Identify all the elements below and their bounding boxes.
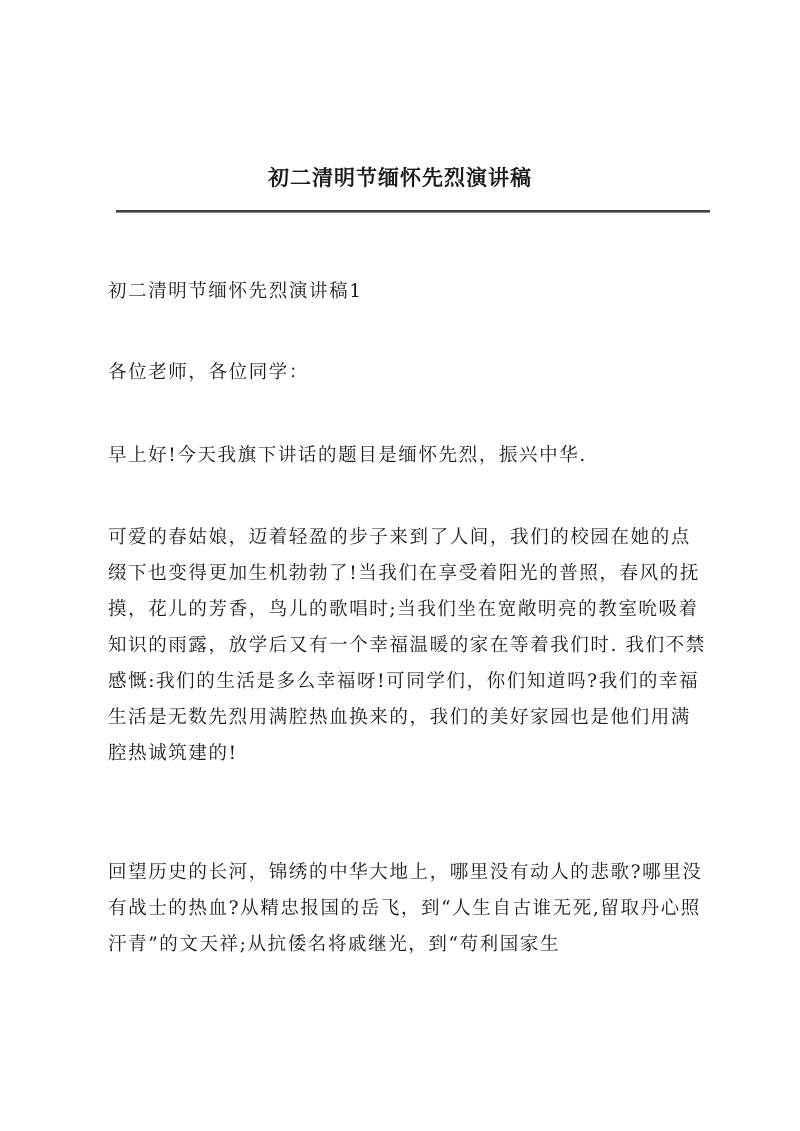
document-title: 初二清明节缅怀先烈演讲稿 <box>268 165 532 190</box>
greeting-line: 各位老师，各位同学： <box>108 362 310 383</box>
intro-line: 早上好!今天我旗下讲话的题目是缅怀先烈，振兴中华. <box>108 445 587 466</box>
body-paragraph-1: 可爱的春姑娘，迈着轻盈的步子来到了人间，我们的校园在她的点缀下也变得更加生机勃勃了!当我们在享受着阳光的普照，春风的抚摸，花儿的芳香，鸟儿的歌唱时;当我们坐在宽敞明亮的教室吮吸着知识的雨露，放学后又有一个幸福温暖的家在等着我们时. 我们不禁感慨:我们的生活是多么幸福呀!可同学们，你们知道吗?我们的幸福生活是无数先烈用满腔热血换来的，我们的美好家园也是他们用满腔热诚筑建的! <box>108 527 706 764</box>
section-heading: 初二清明节缅怀先烈演讲稿1 <box>108 281 363 302</box>
body-paragraph-2: 回望历史的长河，锦绣的中华大地上，哪里没有动人的悲歌?哪里没有战士的热血?从精忠报国的岳飞，到“人生自古谁无死,留取丹心照汗青”的文天祥;从抗倭名将戚继光，到“苟利国家生 <box>108 862 703 955</box>
title-divider <box>116 210 710 213</box>
